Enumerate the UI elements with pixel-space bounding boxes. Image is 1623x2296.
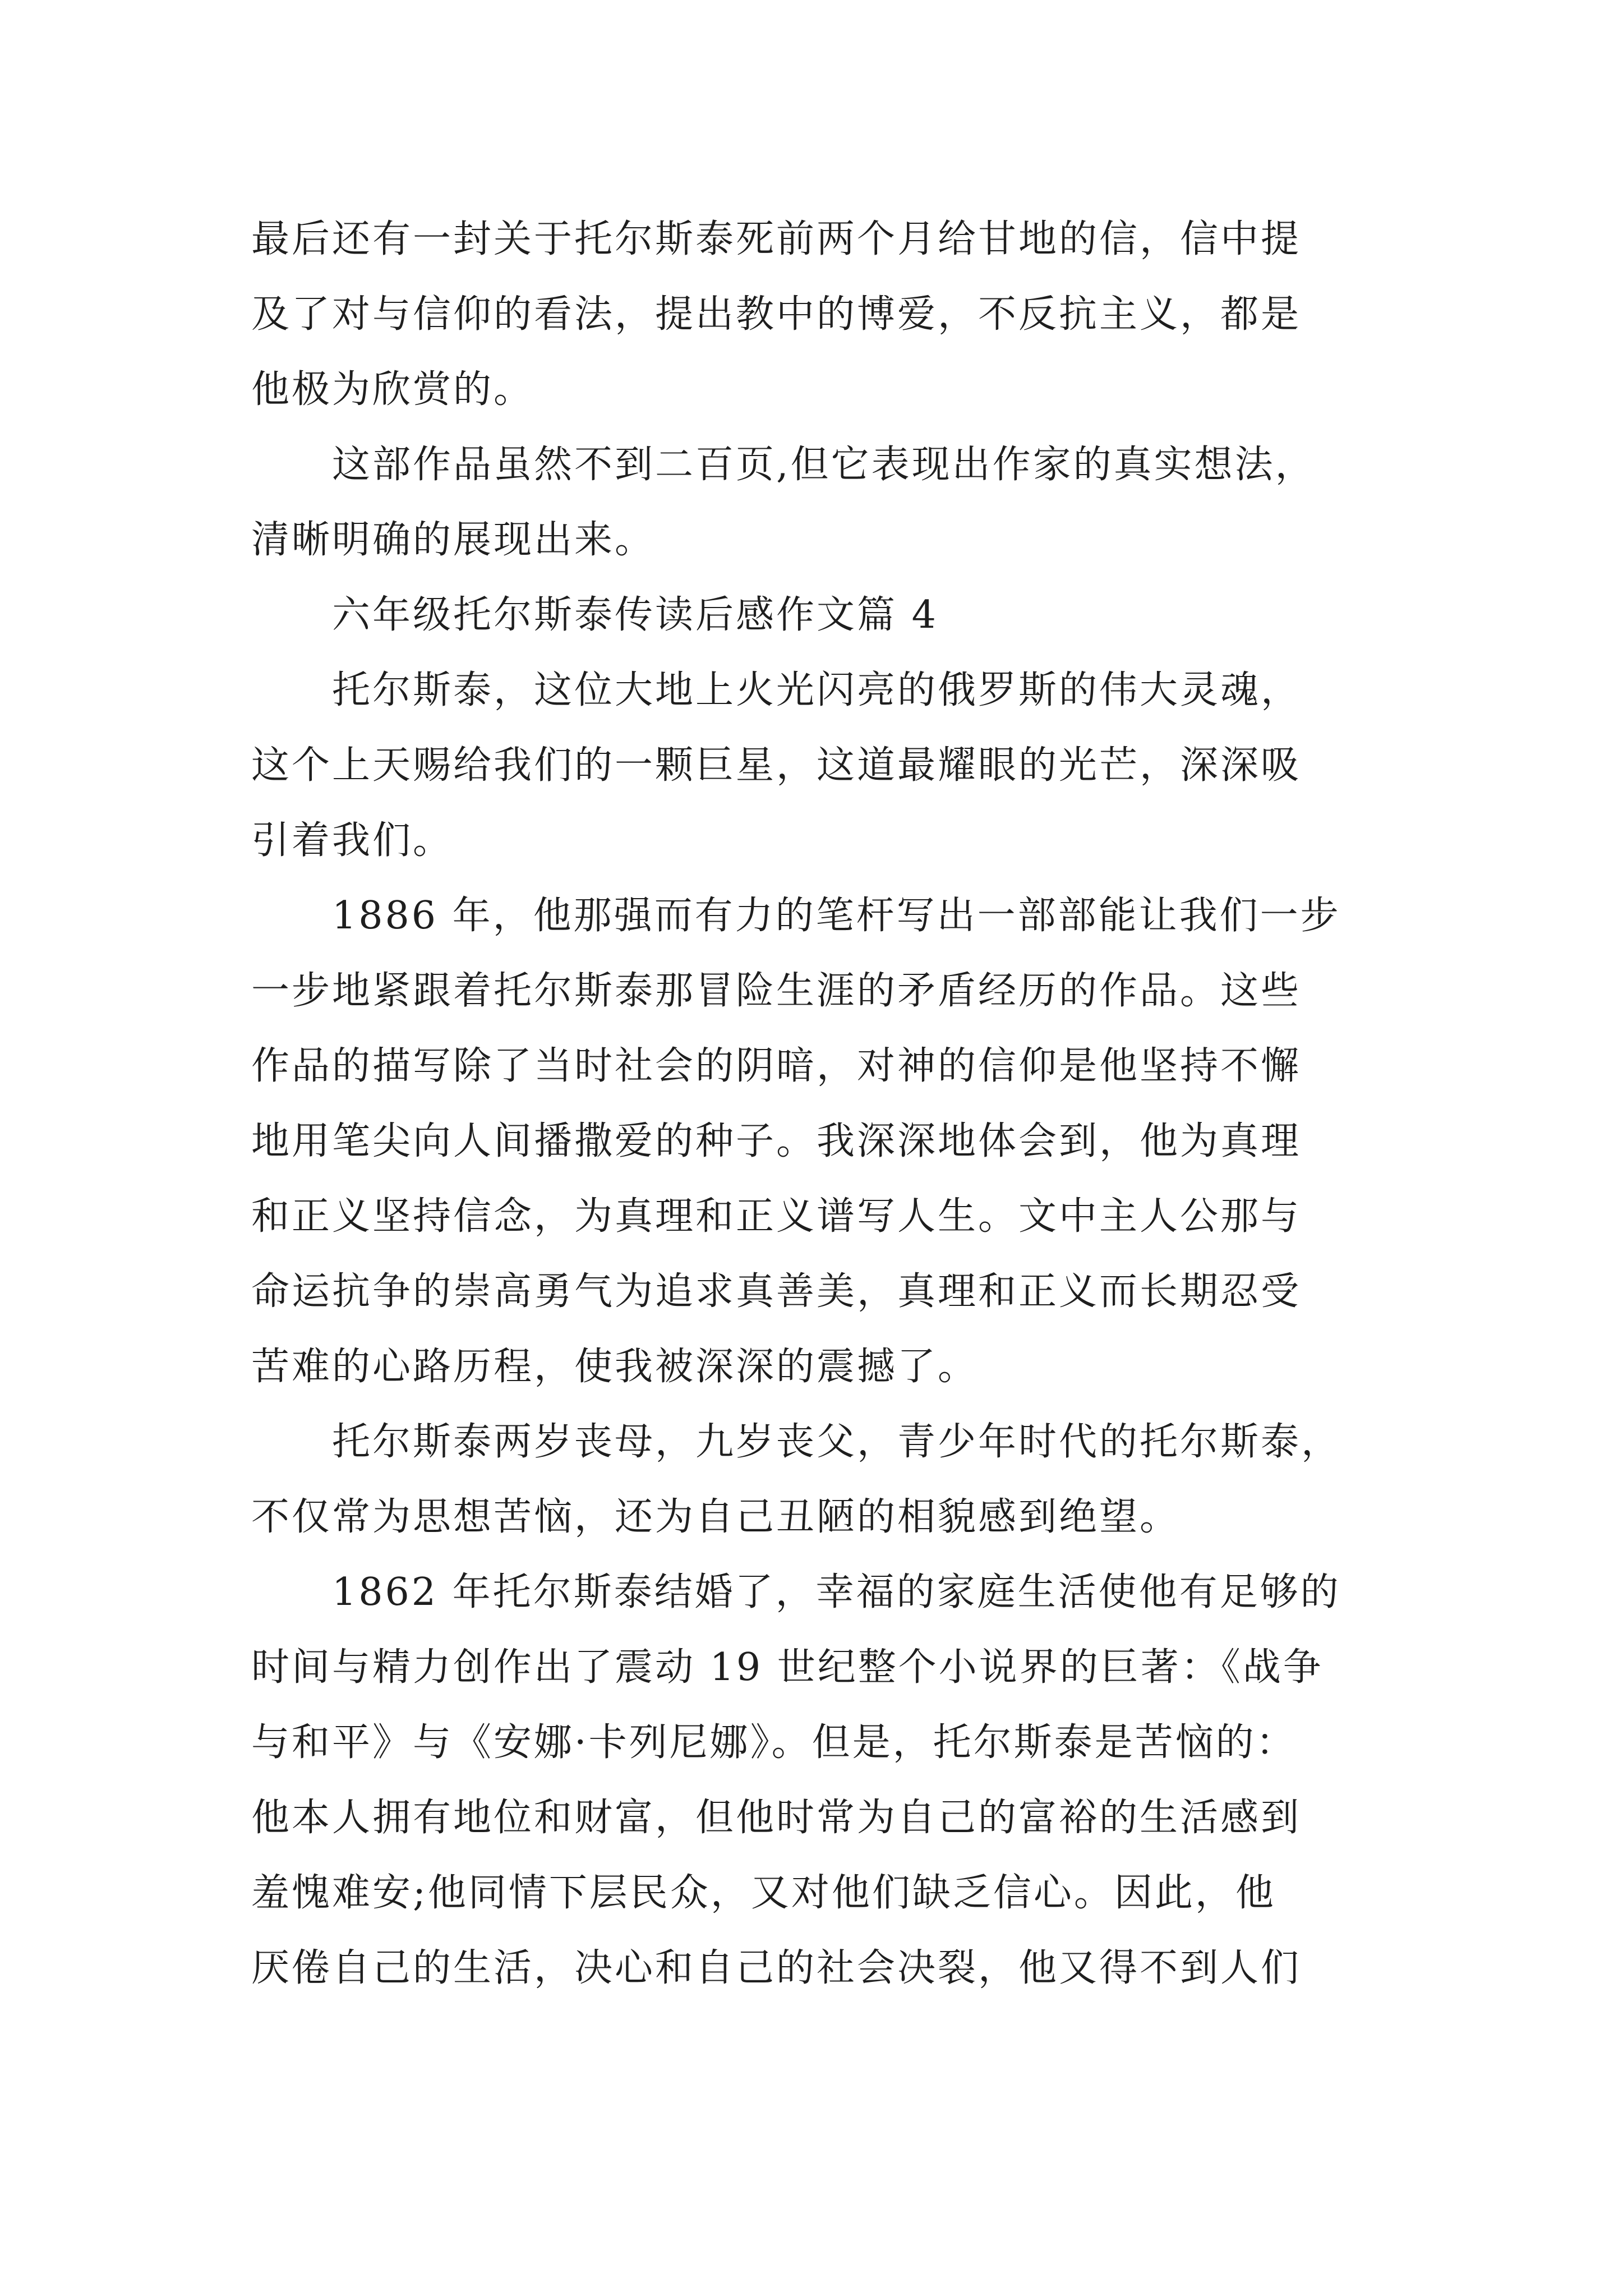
text-line: 他本人拥有地位和财富，但他时常为自己的富裕的生活感到 [251, 1796, 1302, 1840]
text-line: 厌倦自己的生活，决心和自己的社会决裂，他又得不到人们 [251, 1946, 1302, 1990]
paragraph [251, 1555, 1395, 2006]
text-line: 与和平》与《安娜·卡列尼娜》。但是，托尔斯泰是苦恼的： [251, 1720, 1297, 1765]
paragraph [251, 878, 1395, 1405]
text-line: 最后还有一封关于托尔斯泰死前两个月给甘地的信，信中提 [251, 217, 1302, 261]
document-body [251, 202, 1395, 2006]
text-line: 1862 年托尔斯泰结婚了，幸福的家庭生活使他有足够的 [332, 1570, 1341, 1614]
text-line: 这部作品虽然不到二百页,但它表现出作家的真实想法， [332, 443, 1316, 487]
paragraph [251, 427, 1395, 578]
text-line: 1886 年，他那强而有力的笔杆写出一部部能让我们一步 [332, 894, 1341, 938]
text-line: 托尔斯泰，这位大地上火光闪亮的俄罗斯的伟大灵魂， [332, 668, 1302, 712]
text-line: 及了对与信仰的看法，提出教中的博爱，不反抗主义，都是 [251, 292, 1302, 337]
text-line: 一步地紧跟着托尔斯泰那冒险生涯的矛盾经历的作品。这些 [251, 969, 1302, 1013]
text-line: 不仅常为思想苦恼，还为自己丑陋的相貌感到绝望。 [251, 1495, 1181, 1539]
text-line: 这个上天赐给我们的一颗巨星，这道最耀眼的光芒，深深吸 [251, 743, 1302, 788]
text-line: 作品的描写除了当时社会的阴暗，对神的信仰是他坚持不懈 [251, 1044, 1302, 1088]
text-line: 和正义坚持信念，为真理和正义谱写人生。文中主人公那与 [251, 1194, 1302, 1239]
paragraph [251, 202, 1395, 427]
section-heading: 六年级托尔斯泰传读后感作文篇 4 [332, 593, 938, 637]
text-line: 时间与精力创作出了震动 19 世纪整个小说界的巨著：《战争 [251, 1645, 1324, 1690]
text-line: 他极为欣赏的。 [251, 367, 534, 412]
text-line: 羞愧难安;他同情下层民众，又对他们缺乏信心。因此，他 [251, 1871, 1276, 1915]
text-line: 引着我们。 [251, 818, 454, 863]
text-line: 地用笔尖向人间播撒爱的种子。我深深地体会到，他为真理 [251, 1119, 1302, 1163]
text-line: 命运抗争的崇高勇气为追求真善美，真理和正义而长期忍受 [251, 1269, 1302, 1314]
text-line: 苦难的心路历程，使我被深深的震撼了。 [251, 1345, 979, 1389]
paragraph [251, 653, 1395, 878]
text-line: 清晰明确的展现出来。 [251, 518, 656, 562]
paragraph [251, 1405, 1395, 1555]
text-line: 托尔斯泰两岁丧母，九岁丧父，青少年时代的托尔斯泰， [332, 1420, 1342, 1464]
